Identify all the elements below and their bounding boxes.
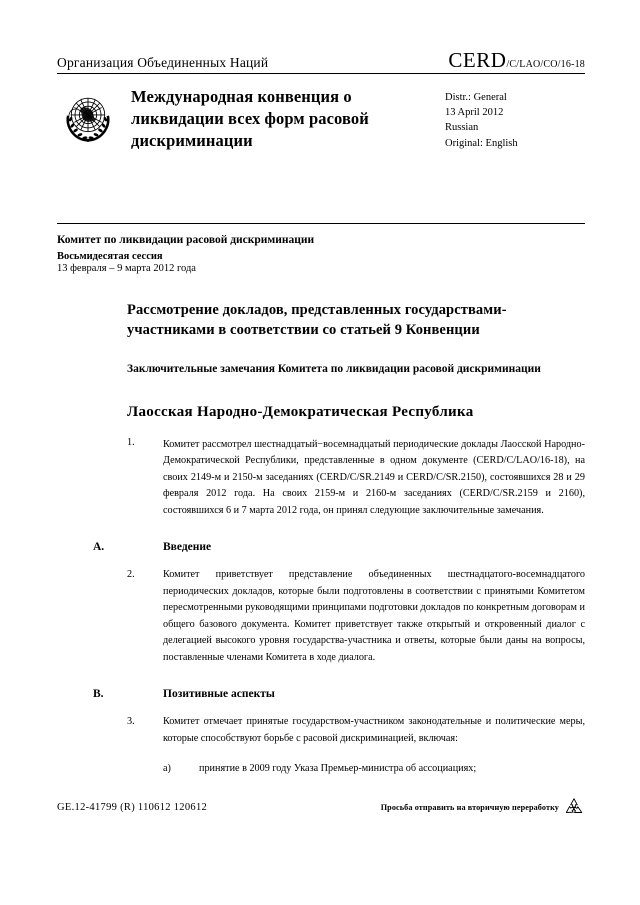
document-body [57, 274, 585, 778]
subparagraph-a-marker: a) [163, 763, 171, 775]
recycle-block [381, 796, 585, 818]
committee-name: Комитет по ликвидации расовой дискриминации [57, 234, 315, 247]
distribution-block [445, 84, 585, 151]
recycling-icon [563, 796, 585, 818]
paragraph-2-number: 2. [127, 569, 135, 581]
paragraph-1 [127, 421, 585, 520]
masthead-header-row [57, 0, 585, 74]
page-sheet [57, 0, 585, 905]
emblem-container [57, 84, 131, 149]
section-a-title: Введение [163, 541, 212, 554]
paragraph-3 [127, 700, 585, 747]
committee-block [57, 224, 585, 274]
paragraph-2-text: Комитет приветствует представление объединенных шестнадцатого-восемнадцатого периодических докладов, которые были подготовлены в соответствии с принятыми Комитетом пересмотренными руководящими принципами подготовки докладов по конкретным договорам и общего базового документа. Комитет приветствует также открытый и откровенный диалог с делегацией высокого уровня государства-участника и ответы, которые были даны на вопросы, поставленные членами Комитета в ходе диалога. [163, 569, 585, 663]
country-heading: Лаосская Народно-Демократическая Республика [127, 403, 474, 420]
distribution-date: 13 April 2012 [445, 107, 504, 119]
distribution-language: Russian [445, 122, 479, 134]
subparagraph-a-text: принятие в 2009 году Указа Премьер-министра об ассоциациях; [199, 763, 477, 775]
subparagraph-a [127, 747, 585, 778]
organization-name: Организация Объединенных Наций [57, 55, 269, 71]
section-b-heading [93, 666, 585, 701]
un-emblem-icon [57, 87, 119, 149]
recycle-note: Просьба отправить на вторичную переработку [380, 802, 559, 812]
distribution-type: Distr.: General [445, 92, 507, 103]
page-footer [57, 796, 585, 818]
section-a-letter: A. [93, 541, 105, 554]
paragraph-2 [127, 553, 585, 666]
paragraph-3-text: Комитет отмечает принятые государством-участником законодательные и политические меры, которые способствуют борьбе с расовой дискриминацией, включая: [163, 716, 585, 744]
committee-session-dates: 13 февраля – 9 марта 2012 года [57, 262, 196, 274]
convention-title: Международная конвенция о ликвидации всех форм расовой дискриминации [131, 87, 369, 150]
document-symbol-main: CERD [448, 48, 507, 72]
committee-session: Восьмидесятая сессия [57, 250, 163, 262]
section-b-letter: B. [93, 688, 104, 701]
document-title: Рассмотрение докладов, представленных государствами-участниками в соответствии со статьей 9 Конвенции [127, 301, 507, 339]
distribution-original: Original: English [445, 137, 518, 149]
paragraph-3-number: 3. [127, 716, 135, 728]
section-b-title: Позитивные аспекты [163, 688, 275, 701]
document-subtitle: Заключительные замечания Комитета по ликвидации расовой дискриминации [127, 362, 541, 375]
section-a-heading [93, 519, 585, 554]
job-number: GE.12-41799 (R) 110612 120612 [57, 801, 208, 813]
document-symbol [448, 50, 585, 71]
paragraph-1-number: 1. [127, 436, 135, 448]
document-symbol-suffix: /C/LAO/CO/16-18 [506, 59, 585, 70]
paragraph-1-text: Комитет рассмотрел шестнадцатый−восемнадцатый периодические доклады Лаосской Народно-Демократической Республики, представленные в одном документе (CERD/C/LAO/16-18), на своих 2149-м и 2150-м заседаниях (CERD/C/SR.2149 и CERD/C/SR.2150), состоявшихся 28 и 29 февраля 2012 года. На своих 2159-м и 2160-м заседаниях (CERD/C/SR.2159 и 2160), состоявшихся 6 и 7 марта 2012 года, он принял следующие заключительные замечания. [163, 438, 585, 516]
masthead-body-row [57, 74, 585, 151]
